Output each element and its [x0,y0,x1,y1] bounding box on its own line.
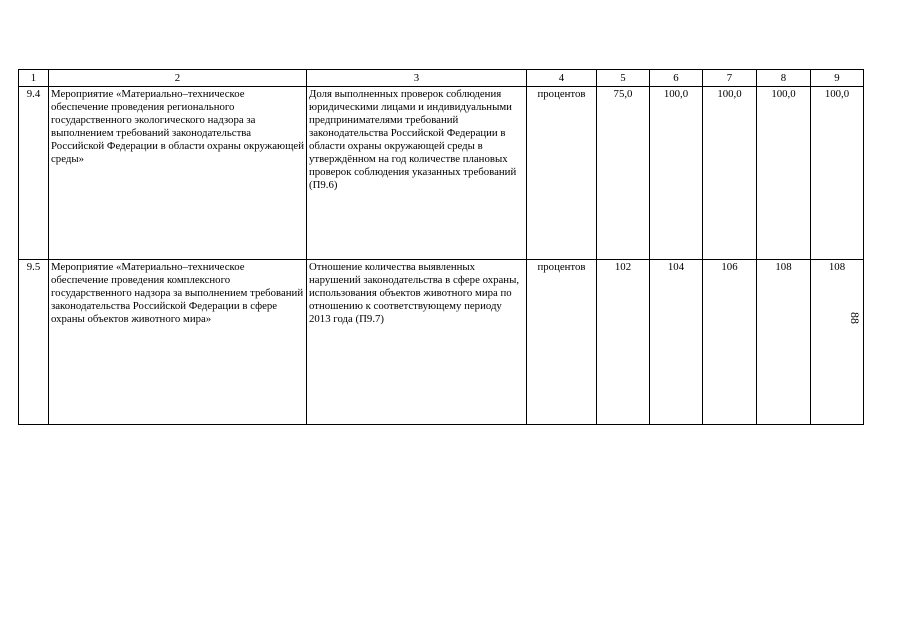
unit-cell: процентов [527,87,597,260]
row-number-cell: 9.5 [19,260,49,425]
event-cell: Мероприятие «Материально–техническое обеспечение проведения регионального государственного экологического надзора за выполнением требований законодательства Российской Федерации в области охраны окружающей среды» [49,87,307,260]
column-header: 8 [757,70,811,87]
value-cell: 102 [597,260,650,425]
table-row [19,260,864,425]
column-header: 6 [650,70,703,87]
column-header: 7 [703,70,757,87]
value-cell: 100,0 [811,87,864,260]
value-cell: 104 [650,260,703,425]
column-header: 1 [19,70,49,87]
column-header: 3 [307,70,527,87]
value-cell: 100,0 [757,87,811,260]
value-cell: 108 [757,260,811,425]
value-cell: 100,0 [703,87,757,260]
value-cell: 108 [811,260,864,425]
value-cell: 75,0 [597,87,650,260]
unit-cell: процентов [527,260,597,425]
column-header: 5 [597,70,650,87]
indicators-table [18,69,864,425]
value-cell: 106 [703,260,757,425]
column-header: 9 [811,70,864,87]
event-cell: Мероприятие «Материально–техническое обеспечение проведения комплексного государственного надзора за выполнением требований законодательства Российской Федерации в сфере охраны объектов животного мира» [49,260,307,425]
table-header-row [19,70,864,87]
column-header: 4 [527,70,597,87]
table-row [19,87,864,260]
indicator-cell: Доля выполненных проверок соблюдения юридическими лицами и индивидуальными предпринимателями требований законодательства Российской Федерации в области охраны окружающей среды в утверждённом на год количестве плановых проверок соблюдения указанных требований (П9.6) [307,87,527,260]
row-number-cell: 9.4 [19,87,49,260]
page-number: 88 [848,312,862,324]
indicator-cell: Отношение количества выявленных нарушений законодательства в сфере охраны, использования объектов животного мира по отношению к соответствующему периоду 2013 года (П9.7) [307,260,527,425]
column-header: 2 [49,70,307,87]
value-cell: 100,0 [650,87,703,260]
